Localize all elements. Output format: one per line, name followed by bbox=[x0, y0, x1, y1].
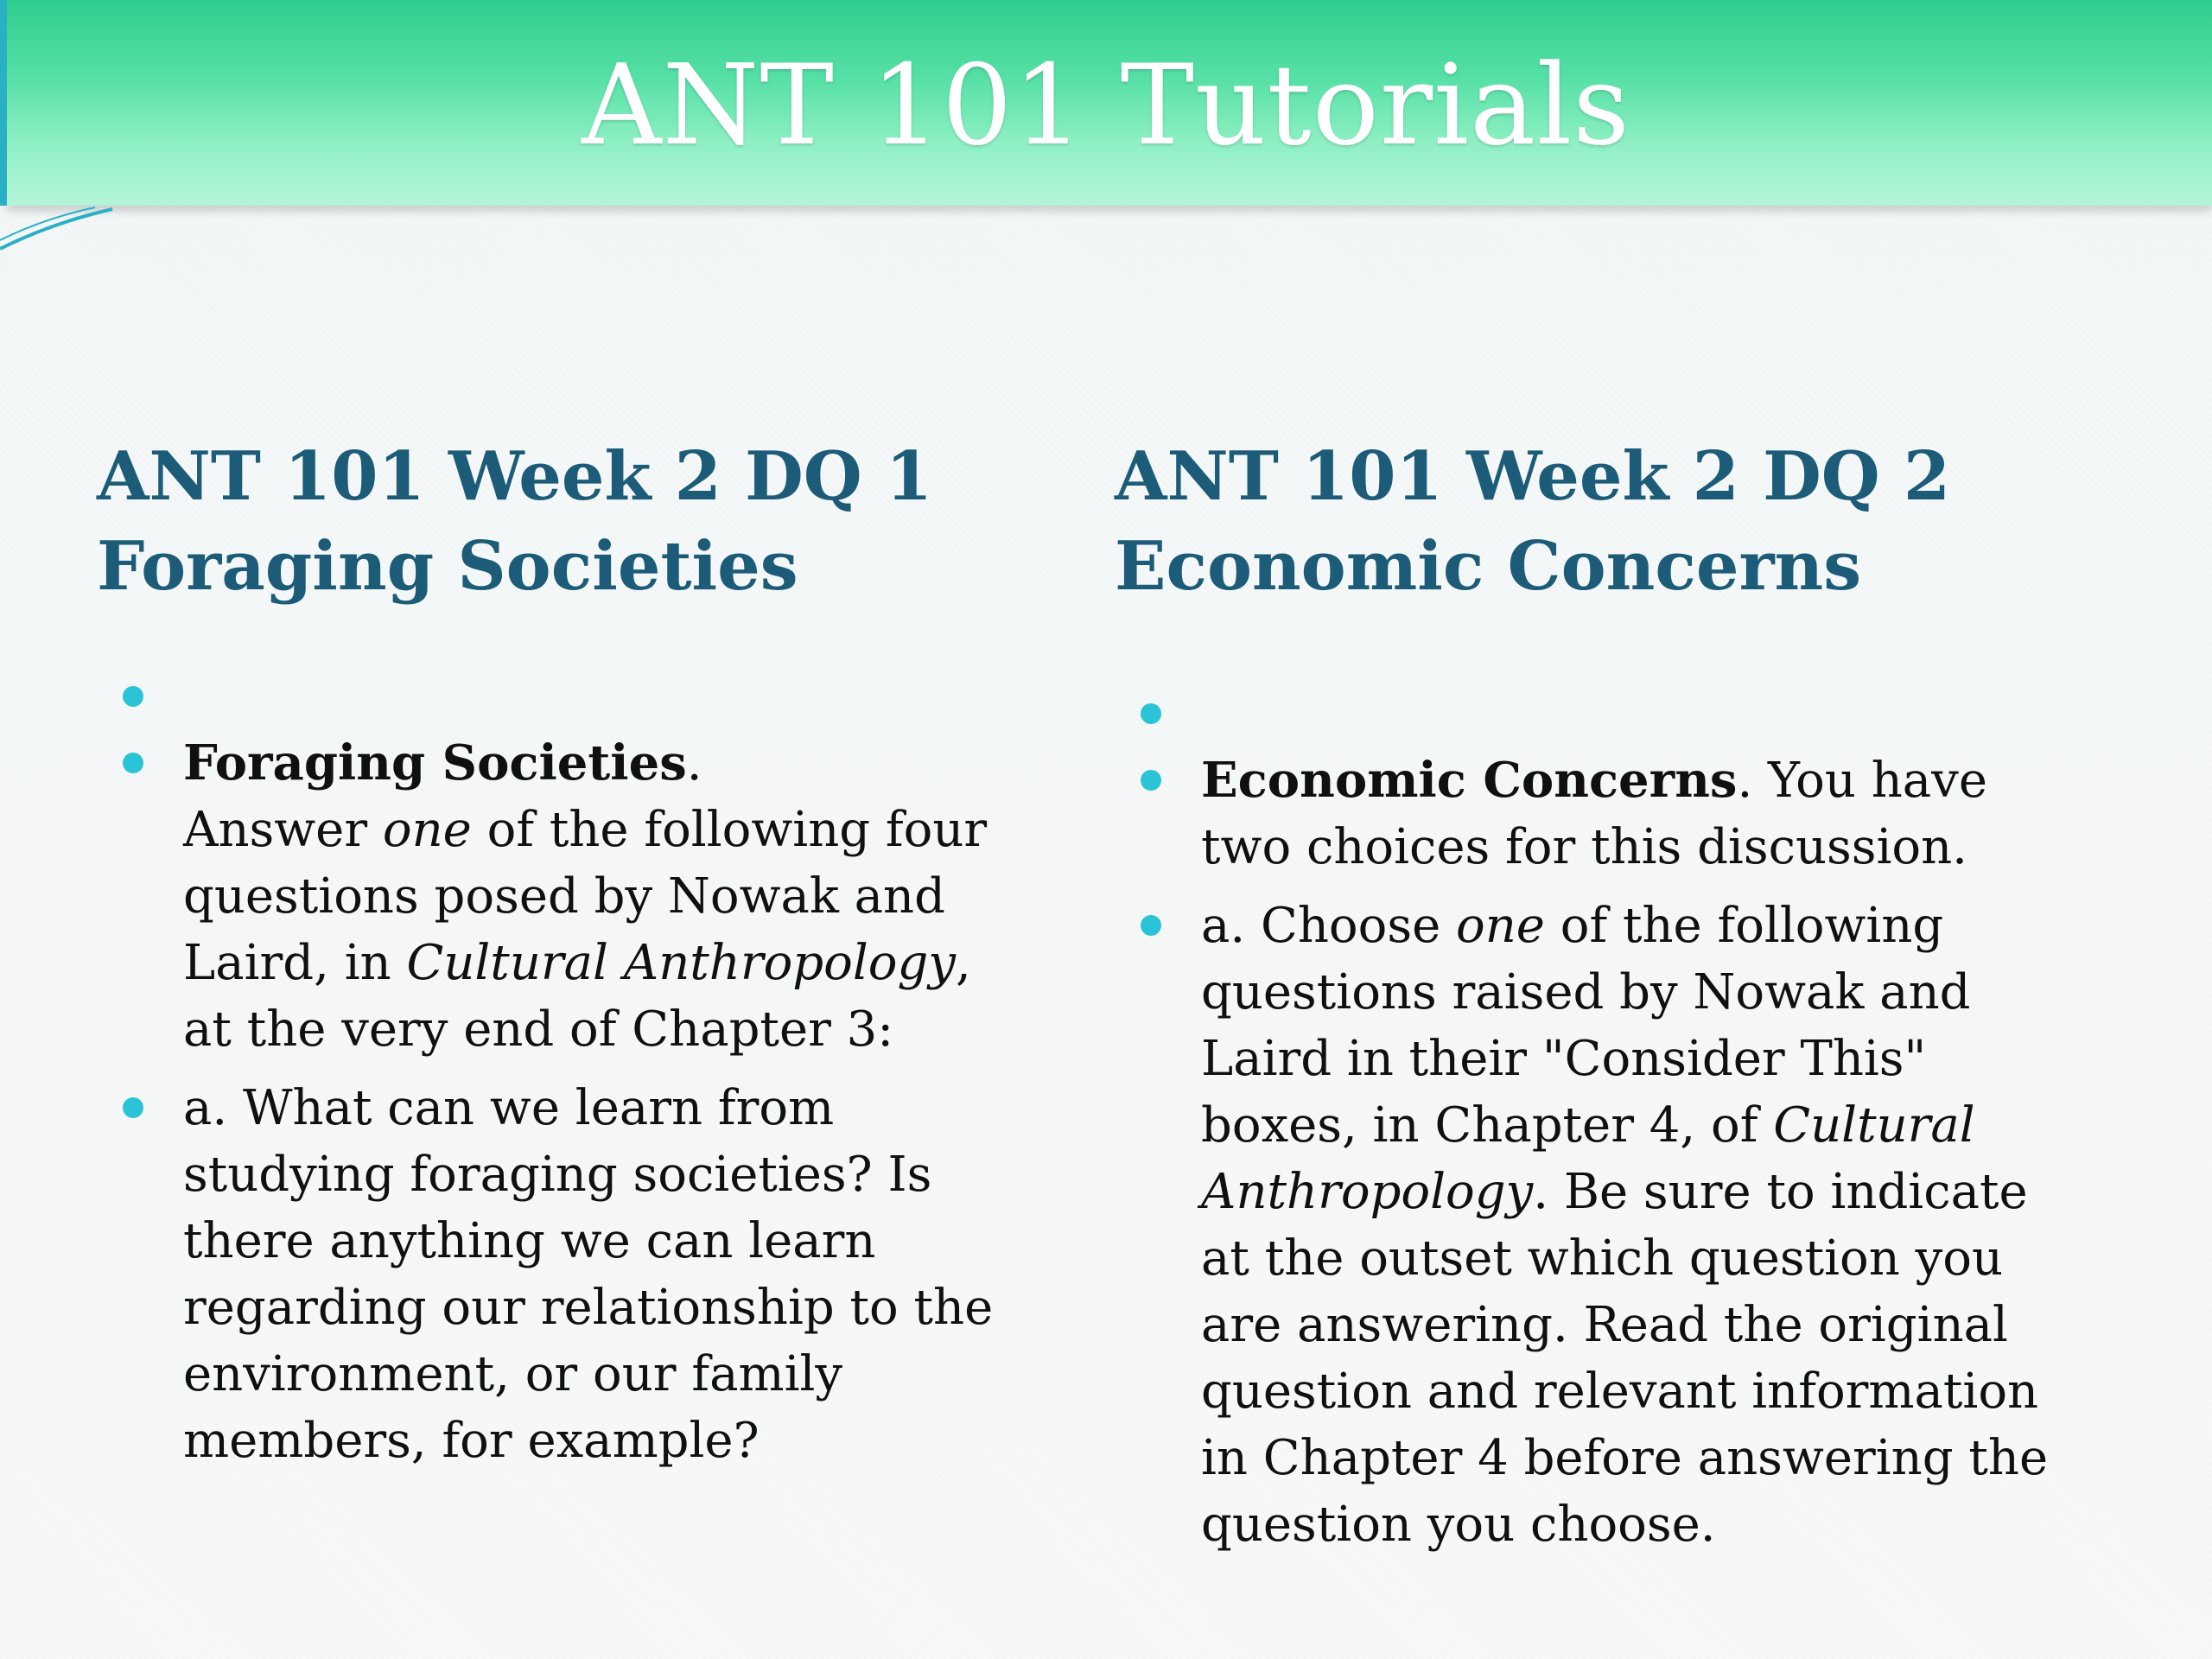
bullet-dot-icon bbox=[1141, 915, 1161, 936]
left-heading-line1: ANT 101 Week 2 DQ 1 bbox=[97, 437, 933, 516]
bullet-dot-icon bbox=[123, 1097, 143, 1118]
bold-term: Foraging Societies bbox=[183, 734, 687, 791]
bold-term: Economic Concerns bbox=[1201, 752, 1738, 809]
slide-title: ANT 101 Tutorials bbox=[582, 41, 1630, 170]
list-item: a. Choose one of the following questions raised by Nowak and Laird in their "Consider This" boxes, in Chapter 4, of Cultural Anthropology. Be sure to indicate at the outset which question you are answering. Read the original question and relevant information in Chapter 4 before answering the question you choose. bbox=[1115, 893, 2082, 1558]
bullet-dot-icon bbox=[1141, 703, 1161, 724]
left-heading-line2: Foraging Societies bbox=[97, 527, 798, 606]
left-bullet-list bbox=[97, 664, 1030, 1486]
list-item: Economic Concerns. You have two choices for this discussion. bbox=[1115, 747, 2082, 880]
list-item bbox=[1115, 681, 2082, 747]
right-heading-line1: ANT 101 Week 2 DQ 2 bbox=[1115, 437, 1951, 516]
bullet-dot-icon bbox=[123, 753, 143, 773]
book-title: Cultural Anthropology bbox=[1201, 1097, 1975, 1220]
right-heading bbox=[1115, 432, 2082, 612]
bullet-dot-icon bbox=[1141, 770, 1161, 791]
book-title: Cultural Anthropology bbox=[406, 935, 956, 991]
bullet-dot-icon bbox=[123, 686, 143, 707]
swoosh-decoration bbox=[0, 206, 121, 257]
left-heading bbox=[97, 432, 1030, 612]
list-item: Foraging Societies. Answer one of the following four questions posed by Nowak and Laird, in Cultural Anthropology, at the very end of Chapter 3: bbox=[97, 730, 1030, 1063]
list-item: a. What can we learn from studying foraging societies? Is there anything we can learn regarding our relationship to the environment, or our family members, for example? bbox=[97, 1075, 1030, 1474]
list-item bbox=[97, 664, 1030, 730]
right-bullet-list bbox=[1115, 681, 2082, 1570]
emphasis: one bbox=[382, 802, 472, 858]
right-column bbox=[1115, 432, 2082, 1553]
left-column bbox=[97, 432, 1030, 1469]
right-heading-line2: Economic Concerns bbox=[1115, 527, 1862, 606]
emphasis: one bbox=[1456, 898, 1545, 954]
